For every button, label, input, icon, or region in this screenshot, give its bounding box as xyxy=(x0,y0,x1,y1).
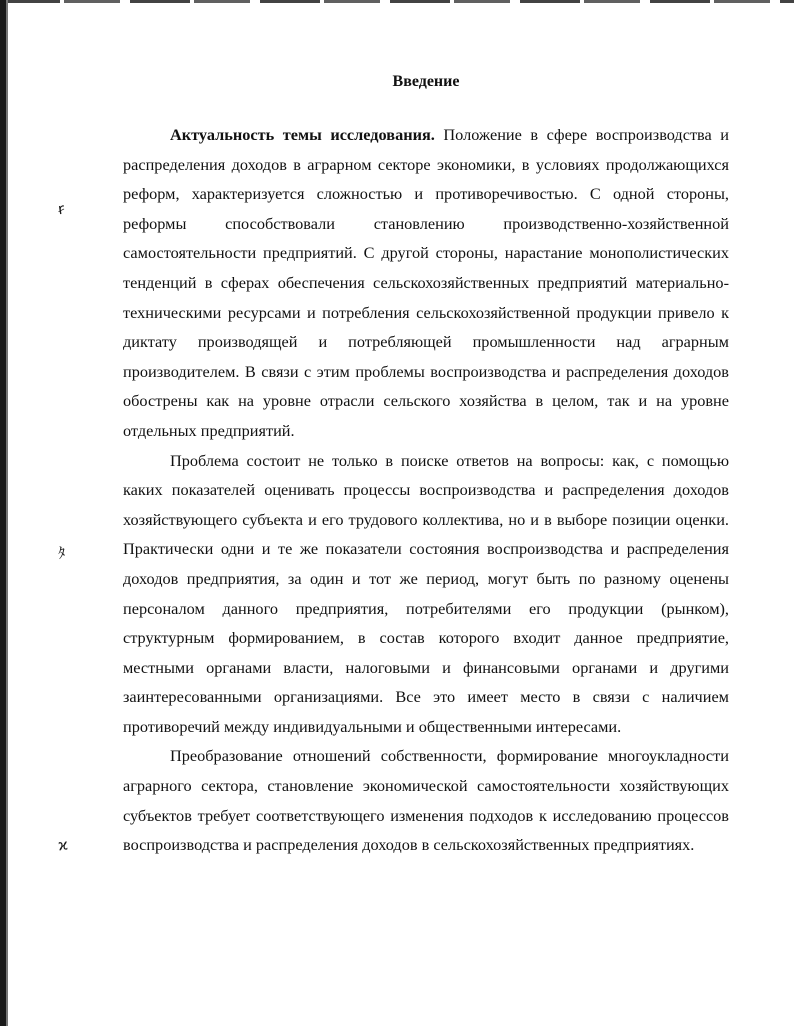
page-title: Введение xyxy=(392,73,460,90)
paragraph-text: Преобразование отношений собственности, формирование многоукладности аграрного сектора, становление экономической самостоятельности хозяйствующих субъектов требует соответствующего изменения подходов к исследованию процессов воспроизводства и распределения доходов в сельскохозяйственных предприятиях. xyxy=(123,746,729,855)
paragraph-text: Положение в сфере воспроизводства и распределения доходов в аграрном секторе экономики, в условиях продолжающихся реформ, характеризуется сложностью и противоречивостью. С одной стороны, реформы способствовали становлению производственно-хозяйственной самостоятельности предприятий. С другой стороны, нарастание монополистических тенденций в сферах обеспечения сельскохозяйственных предприятий материально-техническими ресурсами и потребления сельскохозяйственной продукции привело к диктату производящей и потребляющей промышленности над аграрным производителем. В связи с этим проблемы воспроизводства и распределения доходов обострены как на уровне отрасли сельского хозяйства в целом, так и на уровне отдельных предприятий. xyxy=(123,125,730,440)
margin-scribble-mark-1: ꞧ xyxy=(56,199,66,219)
scan-border-left-shadow xyxy=(6,0,8,1026)
margin-scribble-mark-3: ϰ xyxy=(56,835,70,855)
paragraph-problem xyxy=(123,446,729,742)
paragraph-transformation xyxy=(123,741,729,859)
margin-scribble-mark-2: ﾀ xyxy=(56,543,67,563)
paragraph-text: Проблема состоит не только в поиске ответов на вопросы: как, с помощью каких показателей оценивать процессы воспроизводства и распределения доходов хозяйствующего субъекта и его трудового коллектива, но и в выборе позиции оценки. Практически одни и те же показатели состояния воспроизводства и распределения доходов предприятия, за один и тот же период, могут быть по разному оценены персоналом данного предприятия, потребителями его продукции (рынком), структурным формированием, в состав которого входит данное предприятие, местными органами власти, налоговыми и финансовыми органами и другими заинтересованными организациями. Все это имеет место в связи с наличием противоречий между индивидуальными и общественными интересами. xyxy=(123,450,729,736)
paragraph-relevance xyxy=(123,120,729,446)
paragraph-lead: Актуальность темы исследования. xyxy=(170,125,435,144)
scan-border-top xyxy=(0,0,794,3)
document-page xyxy=(123,70,729,860)
